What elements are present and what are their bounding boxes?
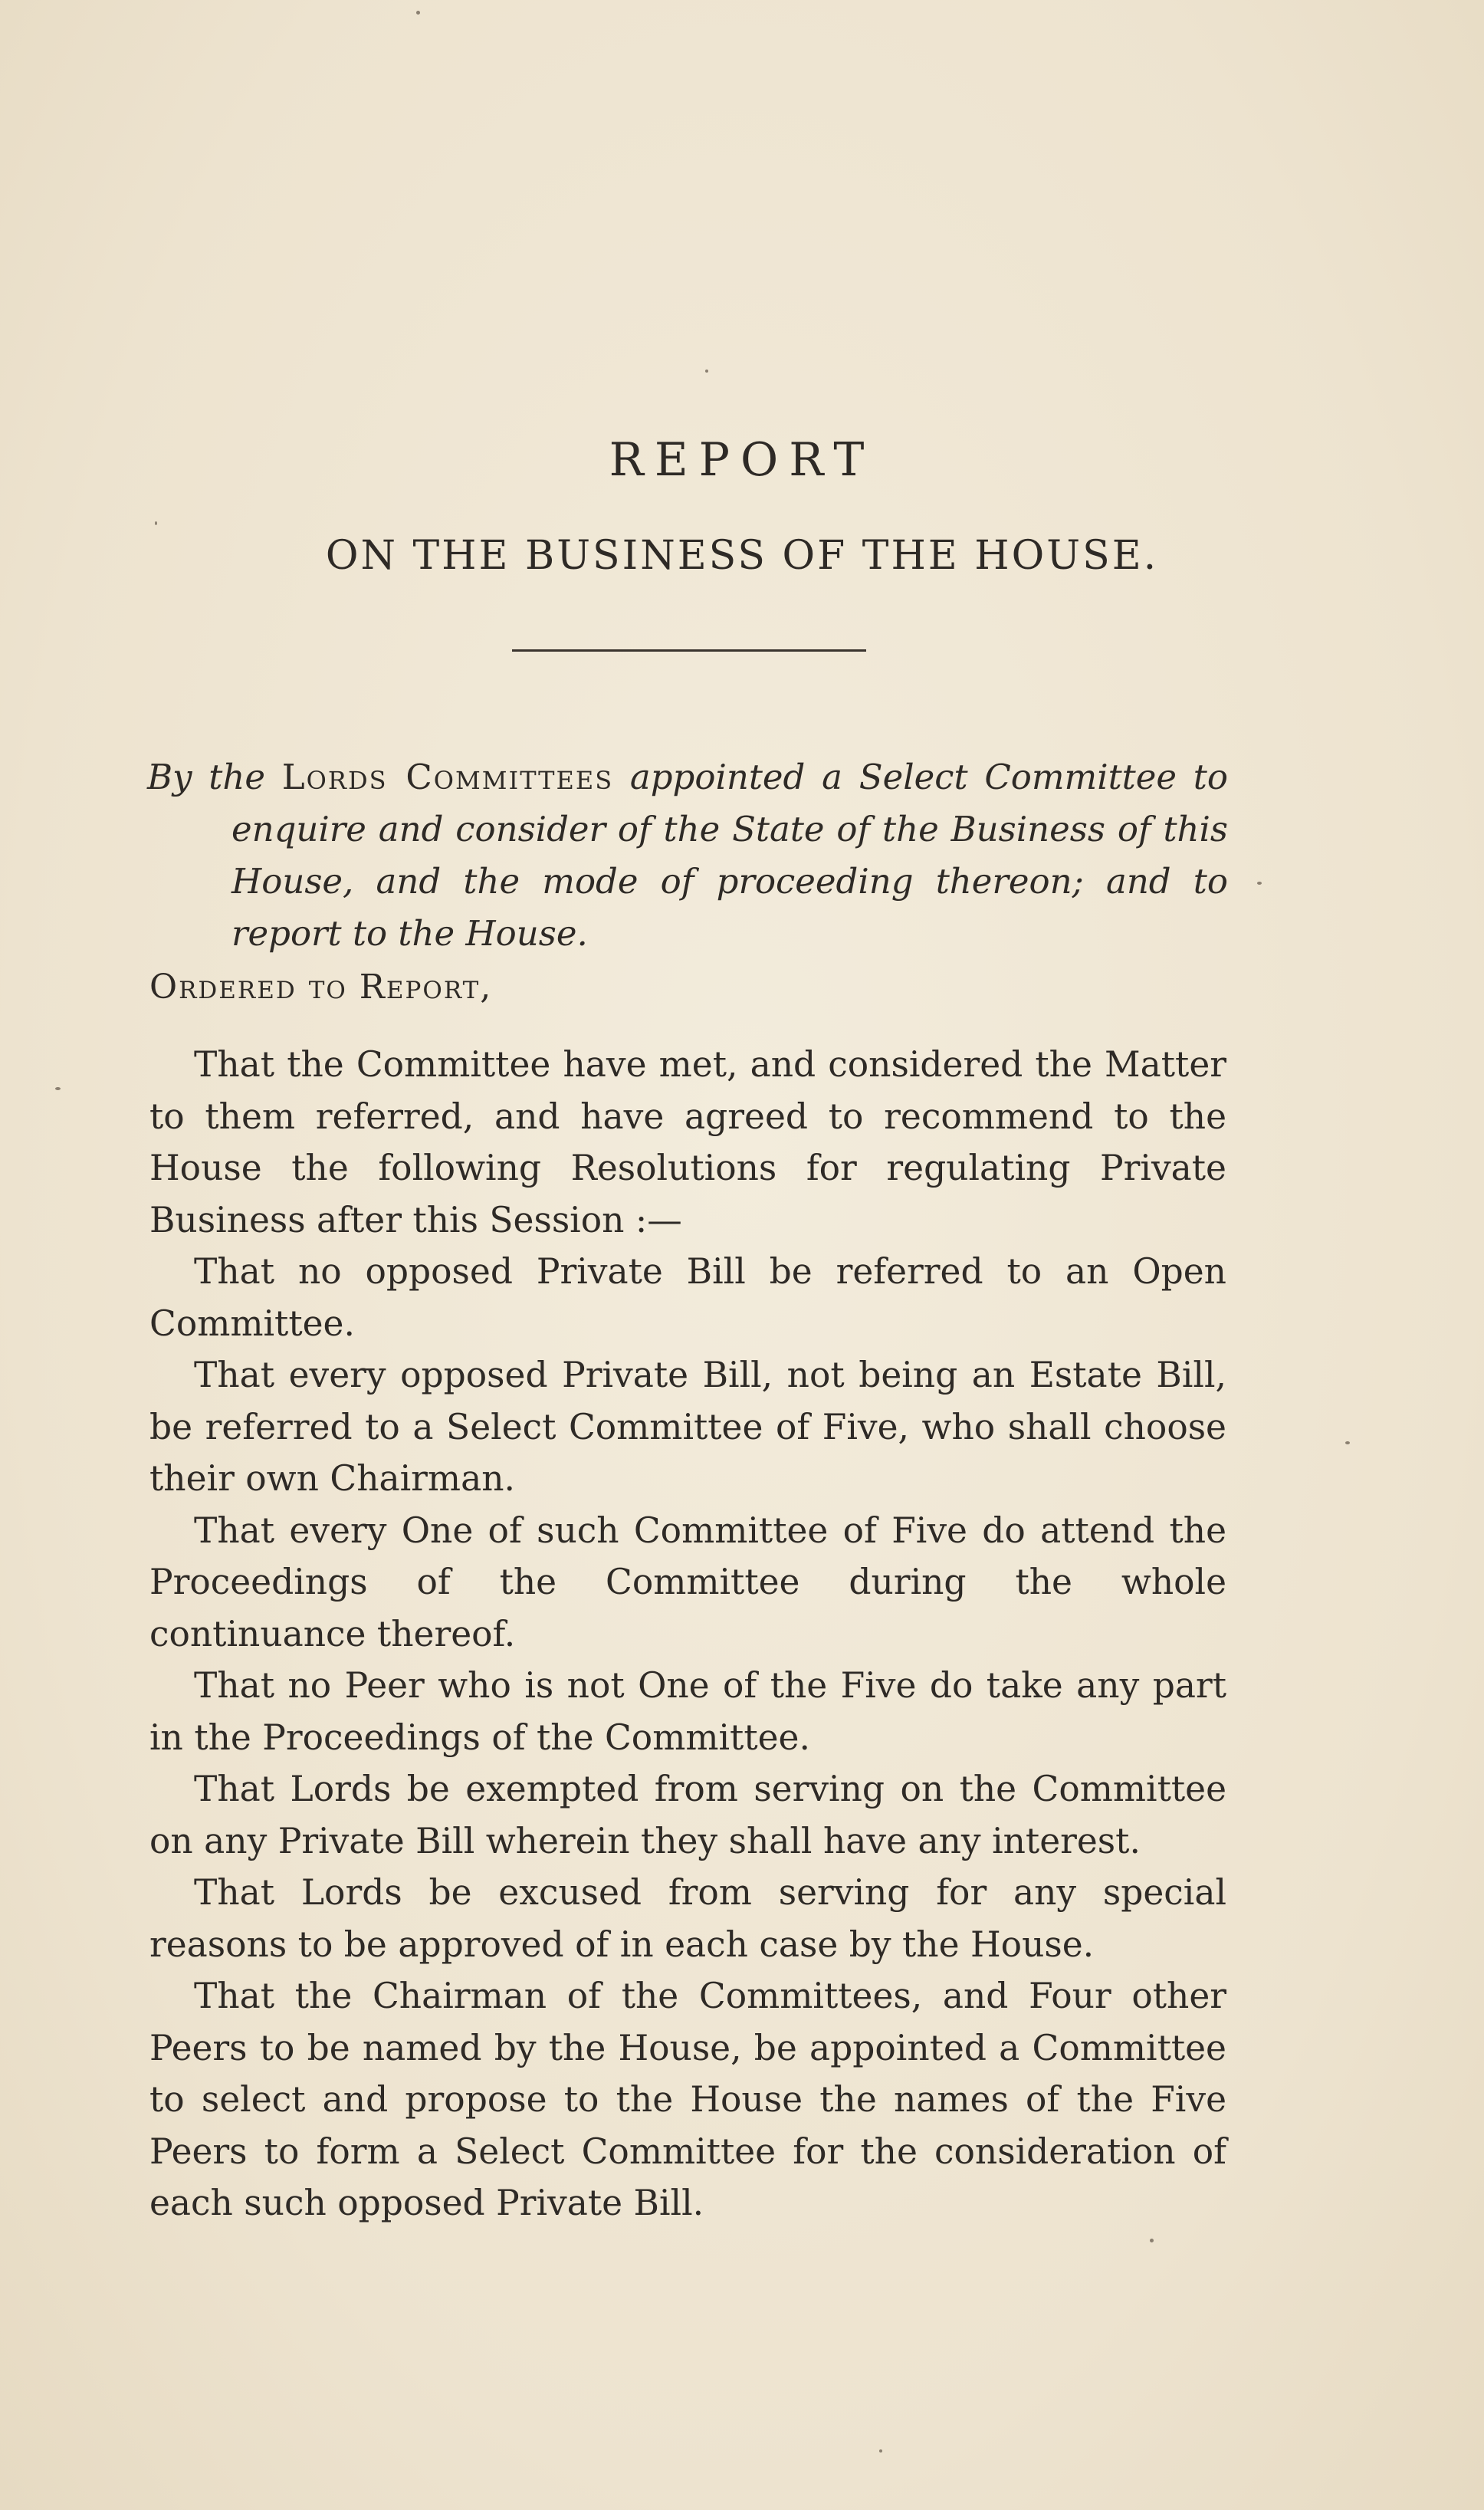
paper-speck [155,521,157,525]
preamble-lords-committees: Lords Committees [281,757,614,797]
resolution-paragraph: That every opposed Private Bill, not being an Estate Bill, be referred to a Select Committee of Five, who shall choose their own Chairman. [149,1355,1226,1499]
resolution-paragraph: That no opposed Private Bill be referred to an Open Committee. [149,1251,1226,1344]
ordered-heading: Ordered to Report, [149,968,493,1007]
preamble [147,751,1228,960]
paper-speck [55,1087,61,1090]
resolution-paragraph: That every One of such Committee of Five do attend the Proceedings of the Committee during the whole continuance thereof. [149,1510,1226,1654]
paper-speck [1345,1441,1350,1444]
resolution-paragraph: That no Peer who is not One of the Five do take any part in the Proceedings of the Committee. [149,1665,1226,1758]
resolution-paragraph: That the Committee have met, and considered the Matter to them referred, and have agreed to recommend to the House the following Resolutions for regulating Private Business after this Session :— [149,1044,1226,1240]
paper-speck [416,11,420,15]
report-body [149,1039,1226,2229]
preamble-text: appointed a Select Committee to enquire and consider of the State of the Business of this House, and the mode of proceeding thereon; and to report to the House. [231,757,1228,954]
resolution-paragraph: That Lords be excused from serving for any special reasons to be approved of in each case by the House. [149,1872,1226,1965]
paper-speck [705,370,708,373]
paper-speck [1257,882,1262,885]
paper-speck [1150,2239,1154,2242]
paper-speck [879,2449,882,2453]
page-title: REPORT [609,433,875,487]
resolution-paragraph: That the Chairman of the Committees, and Four other Peers to be named by the House, be appointed a Committee to select and propose to the House the names of the Five Peers to form a Select Committee for the consideration of each such opposed Private Bill. [149,1976,1226,2223]
preamble-by-the: By the [147,757,265,797]
title-divider [512,649,866,652]
page-subtitle: ON THE BUSINESS OF THE HOUSE. [325,533,1159,579]
resolution-paragraph: That Lords be exempted from serving on the Committee on any Private Bill wherein they shall have any interest. [149,1769,1226,1861]
